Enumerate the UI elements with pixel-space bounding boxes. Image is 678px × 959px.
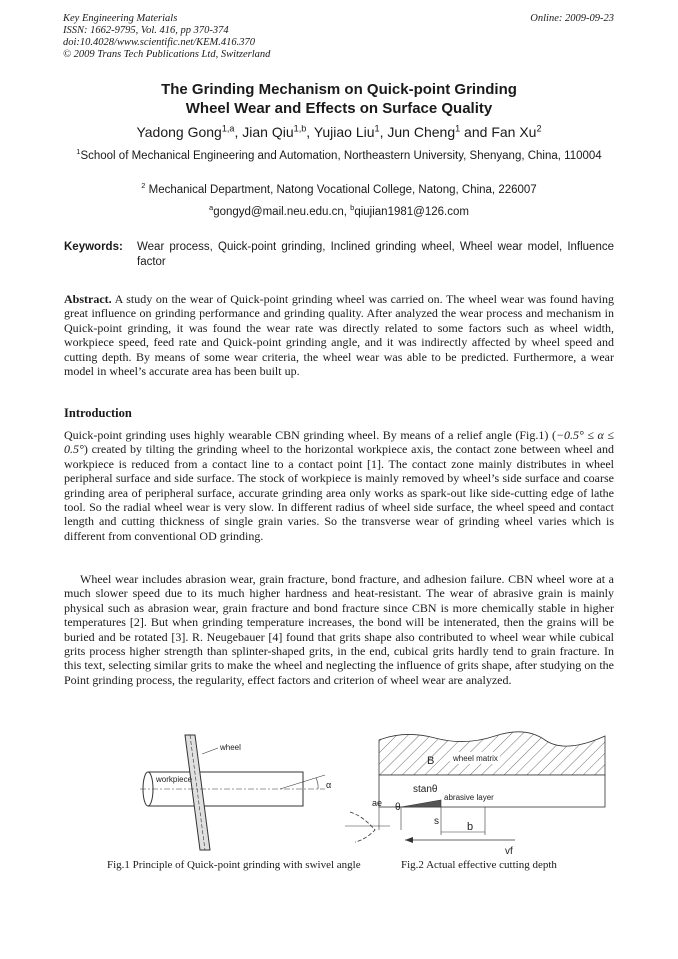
author-sup: 1,a [221, 123, 235, 134]
author-sep: , [234, 124, 243, 140]
inline-math: −0.5° ≤ α ≤ 0.5° [64, 428, 614, 457]
doi: doi:10.4028/www.scientific.net/KEM.416.370 [63, 37, 255, 48]
B-label: B [427, 755, 435, 767]
section-heading: Introduction [64, 406, 132, 420]
author-sup: 2 [536, 123, 542, 134]
author-name: Jun Cheng [387, 124, 456, 140]
author-name: Yujiao Liu [313, 124, 375, 140]
author-list [0, 124, 678, 140]
journal-name: Key Engineering Materials [63, 13, 178, 24]
title-line-2: Wheel Wear and Effects on Surface Quality [185, 100, 493, 117]
email-link[interactable]: qiujian1981@126.com [354, 206, 469, 218]
affiliation-1 [66, 149, 612, 164]
keywords [64, 240, 614, 270]
abstract-label: Abstract. [64, 292, 112, 306]
stan-label: stanθ [413, 784, 438, 795]
wheel-matrix-label: wheel matrix [453, 754, 498, 763]
angle-arc [316, 778, 318, 789]
abrasive-layer-label: abrasive layer [444, 793, 494, 802]
figure-2-caption: Fig.2 Actual effective cutting depth [401, 859, 557, 871]
author-sup: 1,b [293, 123, 307, 134]
intro-text: Quick-point grinding uses highly wearable CBN grinding wheel. By means of a relief angle (Fig.1) ( [64, 428, 556, 442]
email-sup: b [350, 203, 355, 213]
affiliation-text: Mechanical Department, Natong Vocational College, Natong, China, 226007 [145, 184, 537, 196]
figure-1-diagram [140, 730, 350, 855]
affiliation-2 [0, 181, 678, 196]
author-name: Yadong Gong [136, 124, 222, 140]
wheel-label: wheel [220, 743, 241, 752]
online-date: Online: 2009-09-23 [530, 13, 614, 24]
alpha-label: α [326, 780, 332, 790]
intro-text: ) created by tilting the grinding wheel to the horizontal workpiece axis, the contact zone between wheel and workpiece is reduced from a contact line to a contact point [1]. The contact zone mainly distributes in wheel peripheral surface and side surface. The stock of workpiece is mainly removed by wheel’s side surface and coarse grinding area of peripheral surface, accurate grinding area only works as spark-out like side-cutting edge of lathe tool. So the radial wheel wear is very slow. In different radius of wheel side surface, the wheel speed and contact length and cutting thickness of single grain varies. So the transverse wear of grinding wheel varies which is different from conventional OD grinding. [64, 442, 614, 543]
vf-label: vf [505, 846, 513, 857]
paper-title [0, 80, 678, 118]
author-sep: , [306, 124, 314, 140]
email-sup: a [209, 203, 214, 213]
abstract [64, 292, 614, 378]
intro-paragraph-1 [64, 428, 614, 543]
s-label: s [434, 816, 439, 827]
author-name: Fan Xu [491, 124, 537, 140]
author-sup: 1 [455, 123, 461, 134]
issn: ISSN: 1662-9795, Vol. 416, pp 370-374 [63, 25, 229, 36]
ae-label: ae [372, 798, 383, 808]
abstract-text: A study on the wear of Quick-point grinding wheel was carried on. The wheel wear was found having great influence on grinding performance and grinding quality. After analyzed the wear process and mechanism in Quick-point grinding, it was found the wear rate was directly related to some factors such as wheel width, workpiece speed, feed rate and Quick-point grinding angle, and it was indirectly affected by wheel speed and cutting depth. By means of some wear criteria, the wheel wear was able to be predicted. Furthermore, a wear model in wheel’s accurate area has been built up. [64, 292, 614, 379]
feed-arrow-head [405, 837, 413, 843]
figure-1-caption: Fig.1 Principle of Quick-point grinding with swivel angle [107, 859, 361, 871]
copyright: © 2009 Trans Tech Publications Ltd, Switzerland [63, 49, 271, 60]
author-sep: , [379, 124, 388, 140]
author-sep: and [460, 124, 492, 140]
author-sup: 1 [374, 123, 380, 134]
affiliation-sup: 2 [141, 181, 146, 191]
theta-label: θ [395, 802, 401, 813]
affiliation-text: School of Mechanical Engineering and Automation, Northeastern University, Shenyang, China, 110004 [80, 150, 602, 162]
keywords-label: Keywords: [64, 241, 123, 253]
email-link[interactable]: gongyd@mail.neu.edu.cn, [213, 206, 351, 218]
workpiece-profile [350, 812, 375, 842]
title-line-1: The Grinding Mechanism on Quick-point Grinding [161, 81, 517, 98]
b-label: b [467, 821, 474, 833]
affiliation-sup: 1 [76, 147, 81, 157]
workpiece-label: workpiece [156, 775, 193, 784]
intro-paragraph-2: Wheel wear includes abrasion wear, grain fracture, bond fracture, and adhesion failure. CBN wheel wore at a much slower speed due to its much higher hardness and heat-resistant. The wear of abrasive grain is mainly physical such as abrasion wear, grain fracture and bond fracture since CBN is more chemically stable in higher temperatures [2]. But when grinding temperature increases, the bond will be intenerated, then the grains will be buried and be rotated [3]. R. Neugebauer [4] found that grits shape also contributed to wheel wear while cubical grits process higher strength than splinter-shaped grits, in the end, cubical grits hardly tend to grain fracture. In this text, selecting similar grits to make the wheel and neglecting the influence of grits shape, after studying on the Point grinding process, the regularity, effect factors and criterion of wheel wear are analyzed. [64, 572, 614, 687]
journal-header [63, 13, 270, 61]
wheel-leader [202, 748, 218, 754]
keywords-text: Wear process, Quick-point grinding, Inclined grinding wheel, Wheel wear model, Influence factor [137, 241, 614, 268]
author-name: Jian Qiu [242, 124, 294, 140]
author-emails [0, 203, 678, 218]
figure-2-diagram [345, 730, 615, 858]
